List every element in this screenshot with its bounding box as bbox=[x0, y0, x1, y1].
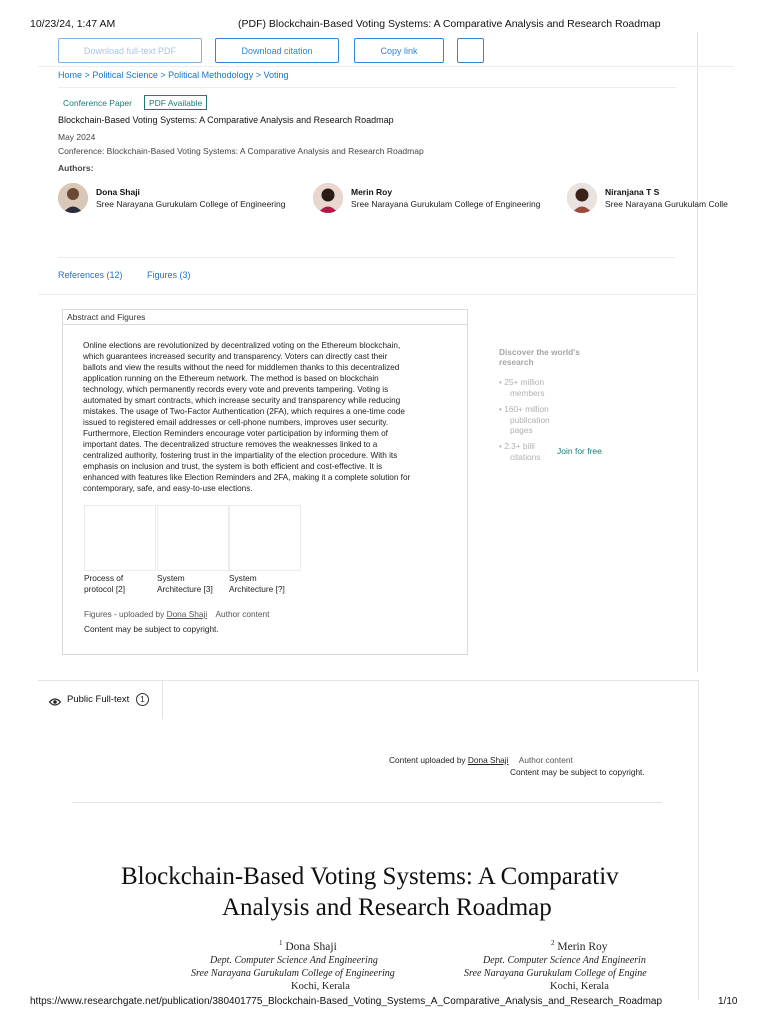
paper-author-college: Sree Narayana Gurukulam College of Engine bbox=[464, 968, 647, 979]
discover-stat-pages bbox=[499, 404, 561, 436]
paper-author-name: Dona Shaji bbox=[285, 940, 337, 953]
print-page-number: 1/10 bbox=[718, 996, 738, 1007]
figure-caption-line: Architecture [3] bbox=[157, 584, 213, 594]
author-name[interactable]: Merin Roy bbox=[351, 187, 393, 197]
discover-stat-members bbox=[499, 377, 561, 398]
discover-panel bbox=[499, 347, 580, 367]
discover-stat-citations bbox=[499, 441, 549, 462]
abstract-line: centralized authority, fostering trust in the impartiality of the election procedure. With its bbox=[83, 451, 398, 460]
paper-title-line-2: Analysis and Research Roadmap bbox=[222, 894, 552, 921]
figure-caption-line: Architecture [?] bbox=[229, 584, 285, 594]
chevron-right-icon: > bbox=[84, 70, 90, 80]
content-uploaded-prefix: Content uploaded by bbox=[389, 755, 466, 765]
discover-item-line: pages bbox=[510, 425, 533, 435]
abstract-line: automated by smart contracts, which increase security and transparency while reducing bbox=[83, 396, 401, 405]
figure-caption-line: System bbox=[229, 573, 257, 583]
abstract-line: ballots and view the results without the need for middlemen thanks to this decentralized bbox=[83, 363, 400, 372]
breadcrumb bbox=[58, 70, 289, 80]
breadcrumb-political-science[interactable]: Political Science bbox=[92, 70, 158, 80]
figure-caption-line: Process of bbox=[84, 573, 124, 583]
figure-caption-line: protocol [2] bbox=[84, 584, 126, 594]
fulltext-copyright: Content may be subject to copyright. bbox=[510, 767, 645, 777]
paper-author-city: Kochi, Kerala bbox=[291, 981, 350, 992]
discover-item bbox=[499, 404, 561, 415]
content-uploaded-by bbox=[389, 755, 573, 765]
author-institution[interactable]: Sree Narayana Gurukulam College of Engineering bbox=[96, 199, 286, 209]
author-superscript: 1 bbox=[279, 939, 283, 947]
uploader-link[interactable]: Dona Shaji bbox=[166, 609, 208, 619]
uploader-link[interactable]: Dona Shaji bbox=[467, 755, 509, 765]
discover-title: Discover the world's bbox=[499, 347, 580, 357]
pdf-available-badge: PDF Available bbox=[144, 95, 207, 110]
download-citation-button[interactable]: Download citation bbox=[215, 38, 339, 63]
paper-author-2 bbox=[551, 939, 608, 953]
authors-label: Authors: bbox=[58, 163, 94, 173]
download-fulltext-button[interactable]: Download full-text PDF bbox=[58, 38, 202, 63]
figure-caption-1[interactable] bbox=[84, 573, 125, 595]
paper-author-name: Merin Roy bbox=[557, 940, 608, 953]
discover-item bbox=[499, 441, 549, 452]
figure-thumbnail-1[interactable] bbox=[84, 505, 156, 571]
eye-icon bbox=[49, 694, 61, 712]
author-name[interactable]: Dona Shaji bbox=[96, 187, 140, 197]
conference-paper-tag: Conference Paper bbox=[63, 97, 132, 108]
paper-author-city: Kochi, Kerala bbox=[550, 981, 609, 992]
avatar bbox=[58, 183, 88, 213]
abstract-line: Online elections are revolutionized by decentralized voting on the Ethereum blockchain, bbox=[83, 341, 401, 350]
bullet-icon: • bbox=[499, 377, 502, 387]
paper-preview bbox=[72, 860, 678, 1000]
paper-title-line-1: Blockchain-Based Voting Systems: A Comparativ bbox=[121, 863, 619, 890]
abstract-line: Furthermore, Election Reminders encourage voter participation by informing them of bbox=[83, 429, 388, 438]
abstract-text bbox=[83, 340, 463, 494]
tab-references[interactable]: References (12) bbox=[58, 270, 123, 280]
abstract-line: contemporary, safe, and easy-to-use elections. bbox=[83, 484, 253, 493]
breadcrumb-voting[interactable]: Voting bbox=[263, 70, 289, 80]
divider bbox=[58, 257, 676, 258]
author-content-label: Author content bbox=[215, 609, 270, 619]
discover-item-line: publication bbox=[510, 414, 550, 425]
figures-uploaded-prefix: Figures - uploaded by bbox=[84, 609, 165, 619]
copy-link-button[interactable]: Copy link bbox=[354, 38, 444, 63]
discover-item-line: 25+ million bbox=[504, 377, 545, 387]
breadcrumb-home[interactable]: Home bbox=[58, 70, 83, 80]
tab-figures[interactable]: Figures (3) bbox=[147, 270, 191, 280]
chevron-right-icon: > bbox=[255, 70, 261, 80]
author-card-3[interactable] bbox=[567, 183, 735, 217]
abstract-line: enhanced with features like Election Reminders and 2FA, making it a complete solution for bbox=[83, 473, 411, 482]
copyright-notice: Content may be subject to copyright. bbox=[84, 624, 219, 634]
figures-uploaded-by bbox=[84, 609, 269, 619]
author-content-label: Author content bbox=[518, 755, 573, 765]
avatar bbox=[313, 183, 343, 213]
abstract-line: issued to registered email addresses or cell-phone numbers, improves user security. bbox=[83, 418, 389, 427]
avatar bbox=[567, 183, 597, 213]
print-doc-title: (PDF) Blockchain-Based Voting Systems: A Comparative Analysis and Research Roadmap bbox=[238, 18, 661, 30]
publication-title: Blockchain-Based Voting Systems: A Comparative Analysis and Research Roadmap bbox=[58, 115, 394, 125]
discover-item-line: citations bbox=[510, 451, 541, 462]
chevron-right-icon: > bbox=[160, 70, 166, 80]
abstract-line: application running on the Ethereum network. The method is based on blockchain bbox=[83, 374, 379, 383]
figure-caption-3[interactable] bbox=[229, 573, 285, 595]
bullet-icon: • bbox=[499, 441, 502, 451]
discover-item-line: members bbox=[510, 387, 545, 398]
author-institution[interactable]: Sree Narayana Gurukulam Colle bbox=[605, 199, 728, 209]
toolbar-divider bbox=[38, 66, 734, 67]
figure-thumbnail-3[interactable] bbox=[229, 505, 301, 571]
discover-item-line: 2.3+ billi bbox=[504, 441, 535, 451]
divider bbox=[38, 294, 698, 295]
abstract-line: technology, which permanently records every vote and prevents tampering. Voting is bbox=[83, 385, 389, 394]
abstract-line: which guarantees increased security and transparency. Voters can directly cast their bbox=[83, 352, 388, 361]
public-fulltext-tab[interactable] bbox=[38, 681, 163, 719]
divider bbox=[58, 87, 676, 88]
abstract-line: important dates. The decentralized structure removes the weaknesses linked to a bbox=[83, 440, 378, 449]
figure-caption-line: System bbox=[157, 573, 185, 583]
public-fulltext-label: Public Full-text bbox=[67, 694, 130, 705]
join-for-free-button[interactable]: Join for free bbox=[557, 446, 602, 456]
abstract-header: Abstract and Figures bbox=[63, 310, 467, 325]
print-datetime: 10/23/24, 1:47 AM bbox=[30, 18, 116, 30]
author-name[interactable]: Niranjana T S bbox=[605, 187, 660, 197]
bullet-icon: • bbox=[499, 404, 502, 414]
page-edge bbox=[698, 680, 699, 1000]
author-card-2[interactable] bbox=[313, 183, 558, 217]
discover-item-line: 160+ million bbox=[504, 404, 549, 414]
paper-author-dept: Dept. Computer Science And Engineering bbox=[210, 955, 378, 966]
divider bbox=[72, 802, 662, 803]
paper-author-college: Sree Narayana Gurukulam College of Engineering bbox=[191, 968, 395, 979]
breadcrumb-political-methodology[interactable]: Political Methodology bbox=[168, 70, 254, 80]
author-superscript: 2 bbox=[551, 939, 555, 947]
author-card-1[interactable] bbox=[58, 183, 298, 217]
publication-conference: Conference: Blockchain-Based Voting Systems: A Comparative Analysis and Research Roadmap bbox=[58, 146, 424, 156]
discover-item bbox=[499, 377, 561, 388]
print-url: https://www.researchgate.net/publication/380401775_Blockchain-Based_Voting_Systems_A_Comparative_Analysis_and_Research_Roadmap bbox=[30, 996, 663, 1007]
paper-author-1 bbox=[279, 939, 337, 953]
abstract-line: mistakes. The usage of Two-Factor Authentication (2FA), which requires a one-time code bbox=[83, 407, 405, 416]
abstract-line: emphasis on inclusion and trust, the system is both efficient and cost-effective. It is bbox=[83, 462, 383, 471]
discover-title: research bbox=[499, 357, 534, 367]
more-options-button[interactable] bbox=[457, 38, 484, 63]
paper-author-dept: Dept. Computer Science And Engineerin bbox=[483, 955, 646, 966]
fulltext-count-badge: 1 bbox=[136, 693, 149, 706]
figure-caption-2[interactable] bbox=[157, 573, 213, 595]
figure-thumbnail-2[interactable] bbox=[157, 505, 229, 571]
author-institution[interactable]: Sree Narayana Gurukulam College of Engineering bbox=[351, 199, 541, 209]
publication-date: May 2024 bbox=[58, 132, 96, 142]
